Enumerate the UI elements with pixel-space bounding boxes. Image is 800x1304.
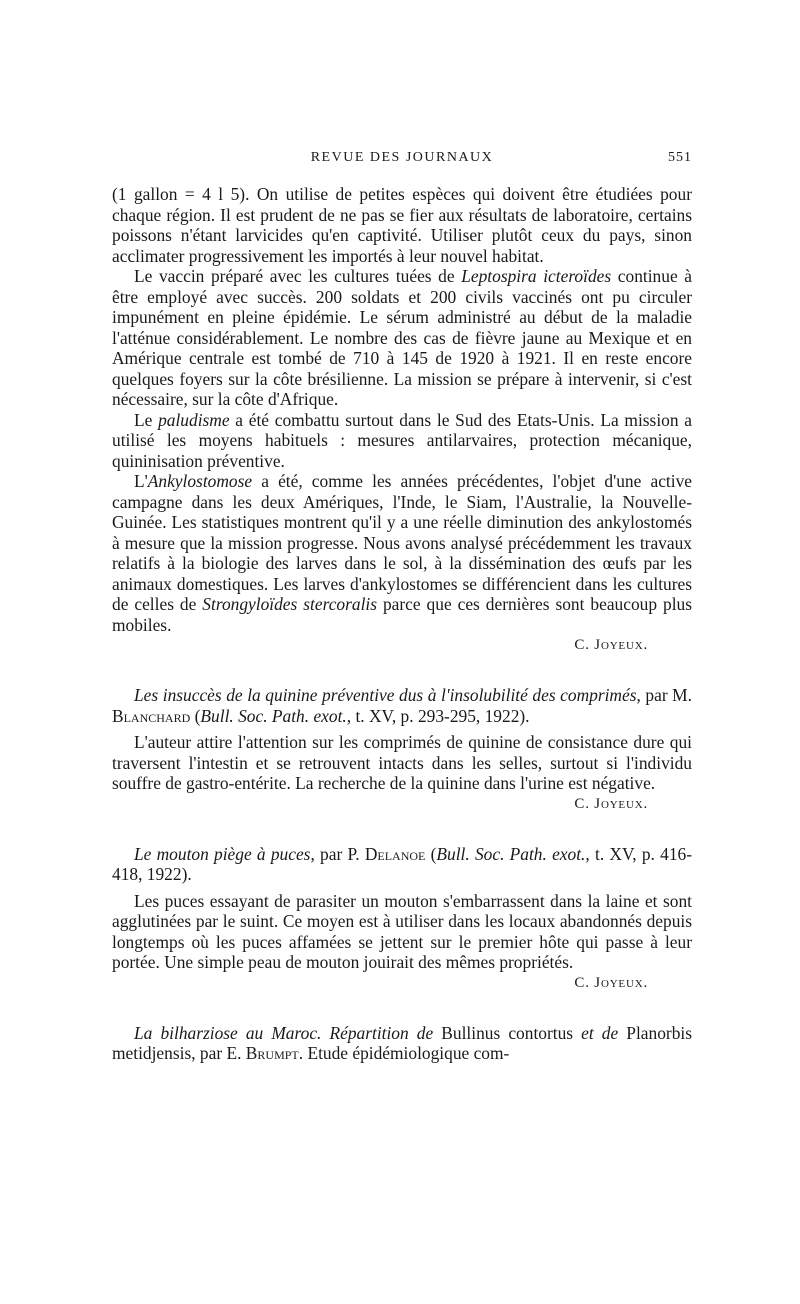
article-reference <box>112 844 692 885</box>
article-title: Les insuccès de la quinine préventive dus à l'insolubilité des comprimés <box>134 685 637 705</box>
paragraph: L'auteur attire l'attention sur les comprimés de quinine de consistance dure qui traversent l'intestin et se retrouvent intacts dans les selles, surtout si l'individu souffre de gastro-entérite. La recherche de la quinine dans l'urine est négative. <box>112 732 692 793</box>
italic-term: Ankylostomose <box>147 471 253 491</box>
text-run: , t. XV, p. 293-295, 1922). <box>346 705 530 726</box>
text-run: . Etude épidémiologique com- <box>298 1043 510 1063</box>
author-name: Delanoe <box>364 843 426 864</box>
italic-term: Strongyloïdes stercoralis <box>202 594 377 614</box>
paragraph: (1 gallon = 4 l 5). On utilise de petites espèces qui doivent être étudiées pour chaque région. Il est prudent de ne pas se fier aux résultats de laboratoire, certains poissons n'étant larvicides qu'en captivité. Utiliser plutôt ceux du pays, sinon acclimater progressivement les importés à leur nouvel habitat. <box>112 184 692 266</box>
journal-name: Bull. Soc. Path. exot. <box>436 843 586 864</box>
text-run: L' <box>134 471 148 491</box>
text-run: , par M. <box>636 685 692 705</box>
text-run: , t. XV, p. 416-418, 1922). <box>112 843 693 884</box>
signature: C. Joyeux. <box>574 974 648 991</box>
running-title: REVUE DES JOURNAUX <box>310 150 494 165</box>
text-run: ( <box>190 705 201 726</box>
journal-name: Bull. Soc. Path. exot. <box>200 705 347 726</box>
text-run: a été combattu surtout dans le Sud des Etats-Unis. La mission a utilisé les moyens habituels : mesures antilarvaires, protection mécanique, quininisation préventive. <box>112 409 692 471</box>
text-run: , par P. <box>310 843 365 864</box>
text-run: Planorbis metidjensis, par E. <box>112 1022 693 1063</box>
italic-term: paludisme <box>158 409 230 430</box>
article-reference <box>112 685 692 726</box>
italic-term: Leptospira icteroïdes <box>461 266 612 286</box>
author-name: Brumpt <box>245 1043 299 1063</box>
text-run: Bullinus contortus <box>433 1022 582 1043</box>
article-reference <box>112 1023 692 1064</box>
paragraph: Les puces essayant de parasiter un mouton s'embarrassent dans la laine et sont agglutinées par le suint. Ce moyen est à utiliser dans les locaux abandonnés depuis longtemps où les puces affamées se jettent sur le premier hôte qui passe à leur portée. Une simple peau de mouton jouirait des mêmes propriétés. <box>112 890 692 972</box>
text-run: et de <box>581 1022 619 1043</box>
article-title: Le mouton piège à puces <box>134 843 311 864</box>
author-name: Blanchard <box>112 705 191 726</box>
article-title: La bilharziose au Maroc. Répartition de <box>134 1022 434 1043</box>
paragraph <box>112 266 692 410</box>
text-run: ( <box>425 843 437 864</box>
text-run: Le <box>134 409 159 430</box>
page-number: 551 <box>668 150 692 165</box>
text-run: parce que ces dernières sont beaucoup plus mobiles. <box>112 594 692 635</box>
signature: C. Joyeux. <box>574 637 648 653</box>
paragraph <box>112 471 692 635</box>
running-head <box>112 146 692 170</box>
text-run: Le vaccin préparé avec les cultures tuées de <box>134 266 462 286</box>
signature: C. Joyeux. <box>574 795 648 812</box>
paragraph <box>112 410 692 472</box>
text-run: a été, comme les années précédentes, l'objet d'une active campagne dans les deux Amériques, l'Inde, le Siam, l'Australie, la Nouvelle-Guinée. Les statistiques montrent qu'il y a une réelle diminution des ankylostomés à mesure que la mission progresse. Nous avons analysé précédemment les travaux relatifs à la biologie des larves dans le sol, à la dissémination des œufs par les animaux domestiques. Les larves d'ankylostomes se différencient dans les cultures de celles de <box>112 471 692 614</box>
text-run: continue à être employé avec succès. 200 soldats et 200 civils vaccinés ont pu circuler impunément en pleine épidémie. Le sérum administré au début de la maladie l'atténue considérablement. Le nombre des cas de fièvre jaune au Mexique et en Amérique centrale est tombé de 710 à 145 de 1920 à 1921. Il en reste encore quelques foyers sur la côte brésilienne. La mission se prépare à intervenir, si c'est nécessaire, sur la côte d'Afrique. <box>112 266 693 409</box>
page-body <box>112 184 692 1064</box>
